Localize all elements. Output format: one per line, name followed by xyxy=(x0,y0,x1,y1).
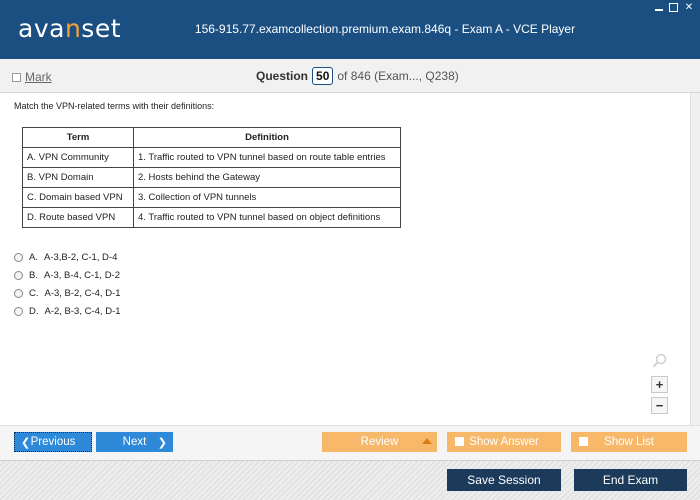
table-cell: C. Domain based VPN xyxy=(23,188,134,208)
radio-button[interactable] xyxy=(14,253,23,262)
option-letter: C. xyxy=(29,287,39,299)
question-label: Question xyxy=(256,69,309,83)
table-cell: 3. Collection of VPN tunnels xyxy=(134,188,401,208)
previous-button[interactable] xyxy=(14,432,92,452)
terms-table xyxy=(22,127,401,228)
table-cell: 1. Traffic routed to VPN tunnel based on route table entries xyxy=(134,148,401,168)
table-cell: D. Route based VPN xyxy=(23,208,134,228)
next-button[interactable] xyxy=(96,432,173,452)
vertical-scrollbar[interactable] xyxy=(690,93,700,425)
review-label: Review xyxy=(360,436,399,448)
answer-option-a[interactable] xyxy=(14,248,121,266)
zoom-in-button[interactable]: + xyxy=(651,376,668,393)
column-header-term: Term xyxy=(23,128,134,148)
minimize-icon[interactable] xyxy=(655,3,663,11)
radio-button[interactable] xyxy=(14,307,23,316)
question-content xyxy=(0,93,690,425)
footer-bar xyxy=(0,460,700,500)
option-text: A-3,B-2, C-1, D-4 xyxy=(43,251,118,263)
chevron-right-icon: ❯ xyxy=(157,436,167,449)
question-number-input[interactable]: 50 xyxy=(312,67,333,85)
column-header-definition: Definition xyxy=(134,128,401,148)
option-text: A-3, B-4, C-1, D-2 xyxy=(43,269,121,281)
zoom-out-button[interactable]: − xyxy=(651,397,668,414)
title-bar xyxy=(0,0,700,59)
next-label: Next xyxy=(122,436,147,448)
app-logo: avanset xyxy=(18,14,122,43)
show-answer-button[interactable] xyxy=(447,432,561,452)
table-row xyxy=(23,208,401,228)
answer-option-c[interactable] xyxy=(14,284,121,302)
answer-options xyxy=(14,248,121,320)
option-text: A-2, B-3, C-4, D-1 xyxy=(44,305,121,317)
table-cell: 4. Traffic routed to VPN tunnel based on object definitions xyxy=(134,208,401,228)
question-prompt: Match the VPN-related terms with their definitions: xyxy=(14,101,215,111)
option-text: A-3, B-2, C-4, D-1 xyxy=(44,287,121,299)
show-list-button[interactable] xyxy=(571,432,687,452)
magnifier-icon xyxy=(652,353,668,369)
question-total: of 846 (Exam..., Q238) xyxy=(337,69,459,83)
table-cell: 2. Hosts behind the Gateway xyxy=(134,168,401,188)
radio-button[interactable] xyxy=(14,271,23,280)
window-title: 156-915.77.examcollection.premium.exam.846q - Exam A - VCE Player xyxy=(194,22,576,36)
table-row xyxy=(23,168,401,188)
window-controls xyxy=(655,3,694,13)
show-answer-label: Show Answer xyxy=(469,436,539,448)
save-session-button[interactable]: Save Session xyxy=(447,469,561,491)
close-icon[interactable]: ✕ xyxy=(684,2,694,13)
table-row xyxy=(23,188,401,208)
show-list-label: Show List xyxy=(604,436,654,448)
option-letter: A. xyxy=(29,251,38,263)
previous-label: Previous xyxy=(30,436,76,448)
answer-option-d[interactable] xyxy=(14,302,121,320)
checkbox-icon xyxy=(579,437,588,446)
triangle-up-icon xyxy=(422,438,432,444)
radio-button[interactable] xyxy=(14,289,23,298)
table-row xyxy=(23,148,401,168)
chevron-left-icon: ❮ xyxy=(21,436,31,449)
mark-checkbox-box[interactable] xyxy=(12,73,21,82)
table-cell: B. VPN Domain xyxy=(23,168,134,188)
checkbox-icon xyxy=(455,437,464,446)
option-letter: B. xyxy=(29,269,38,281)
mark-label: Mark xyxy=(25,70,52,84)
mark-checkbox[interactable] xyxy=(12,70,52,84)
end-exam-button[interactable]: End Exam xyxy=(574,469,687,491)
maximize-icon[interactable] xyxy=(669,3,678,12)
option-letter: D. xyxy=(29,305,39,317)
table-header-row xyxy=(23,128,401,148)
navigation-bar xyxy=(0,425,700,460)
answer-option-b[interactable] xyxy=(14,266,121,284)
question-header xyxy=(0,59,700,93)
table-cell: A. VPN Community xyxy=(23,148,134,168)
question-counter xyxy=(256,67,459,85)
review-button[interactable] xyxy=(322,432,437,452)
